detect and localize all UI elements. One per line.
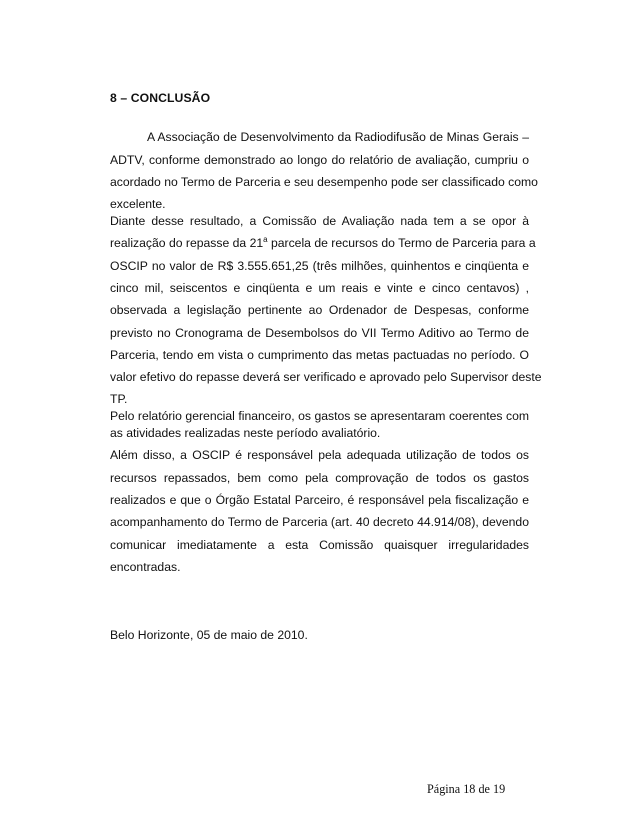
paragraph-4-line-1: Além disso, a OSCIP é responsável pela adequada utilização de todos os xyxy=(110,448,529,462)
paragraph-2-line-7: Parceria, tendo em vista o cumprimento das metas pactuadas no período. O xyxy=(110,348,529,362)
paragraph-1-line-3: acordado no Termo de Parceria e seu desempenho pode ser classificado como xyxy=(110,175,538,189)
closing-date-line: Belo Horizonte, 05 de maio de 2010. xyxy=(110,628,308,642)
paragraph-4-line-2: recursos repassados, bem como pela comprovação de todos os gastos xyxy=(110,471,529,485)
paragraph-2-line-4: cinco mil, seiscentos e cinqüenta e um reais e vinte e cinco centavos) , xyxy=(110,281,529,295)
paragraph-2-line-2 xyxy=(110,234,536,251)
paragraph-2-line-2-start: realização do repasse da 21 xyxy=(110,236,264,250)
paragraph-4-line-3: realizados e que o Órgão Estatal Parceiro, é responsável pela fiscalização e xyxy=(110,493,529,507)
paragraph-2-line-9: TP. xyxy=(110,392,128,406)
paragraph-2-line-6: previsto no Cronograma de Desembolsos do VII Termo Aditivo ao Termo de xyxy=(110,326,529,340)
ordinal-superscript: a xyxy=(263,234,268,244)
paragraph-2-line-1: Diante desse resultado, a Comissão de Avaliação nada tem a se opor à xyxy=(110,214,529,228)
paragraph-2-line-2-end: parcela de recursos do Termo de Parceria para a xyxy=(267,236,536,250)
paragraph-1-line-4: excelente. xyxy=(110,197,166,211)
paragraph-1-line-1: A Associação de Desenvolvimento da Radiodifusão de Minas Gerais – xyxy=(147,130,529,144)
paragraph-3-line-1: Pelo relatório gerencial financeiro, os gastos se apresentaram coerentes com xyxy=(110,409,529,423)
paragraph-4-line-5: comunicar imediatamente a esta Comissão quaisquer irregularidades xyxy=(110,538,529,552)
paragraph-2-line-5: observada a legislação pertinente ao Ordenador de Despesas, conforme xyxy=(110,303,529,317)
paragraph-2-line-3: OSCIP no valor de R$ 3.555.651,25 (três milhões, quinhentos e cinqüenta e xyxy=(110,259,529,273)
paragraph-1-line-2: ADTV, conforme demonstrado ao longo do relatório de avaliação, cumpriu o xyxy=(110,153,529,167)
page-number: Página 18 de 19 xyxy=(427,782,506,796)
section-heading: 8 – CONCLUSÃO xyxy=(110,91,211,105)
paragraph-3-line-2: as atividades realizadas neste período avaliatório. xyxy=(110,426,381,440)
paragraph-4-line-6: encontradas. xyxy=(110,560,181,574)
paragraph-2-line-8: valor efetivo do repasse deverá ser verificado e aprovado pelo Supervisor deste xyxy=(110,370,542,384)
paragraph-4-line-4: acompanhamento do Termo de Parceria (art. 40 decreto 44.914/08), devendo xyxy=(110,515,529,529)
